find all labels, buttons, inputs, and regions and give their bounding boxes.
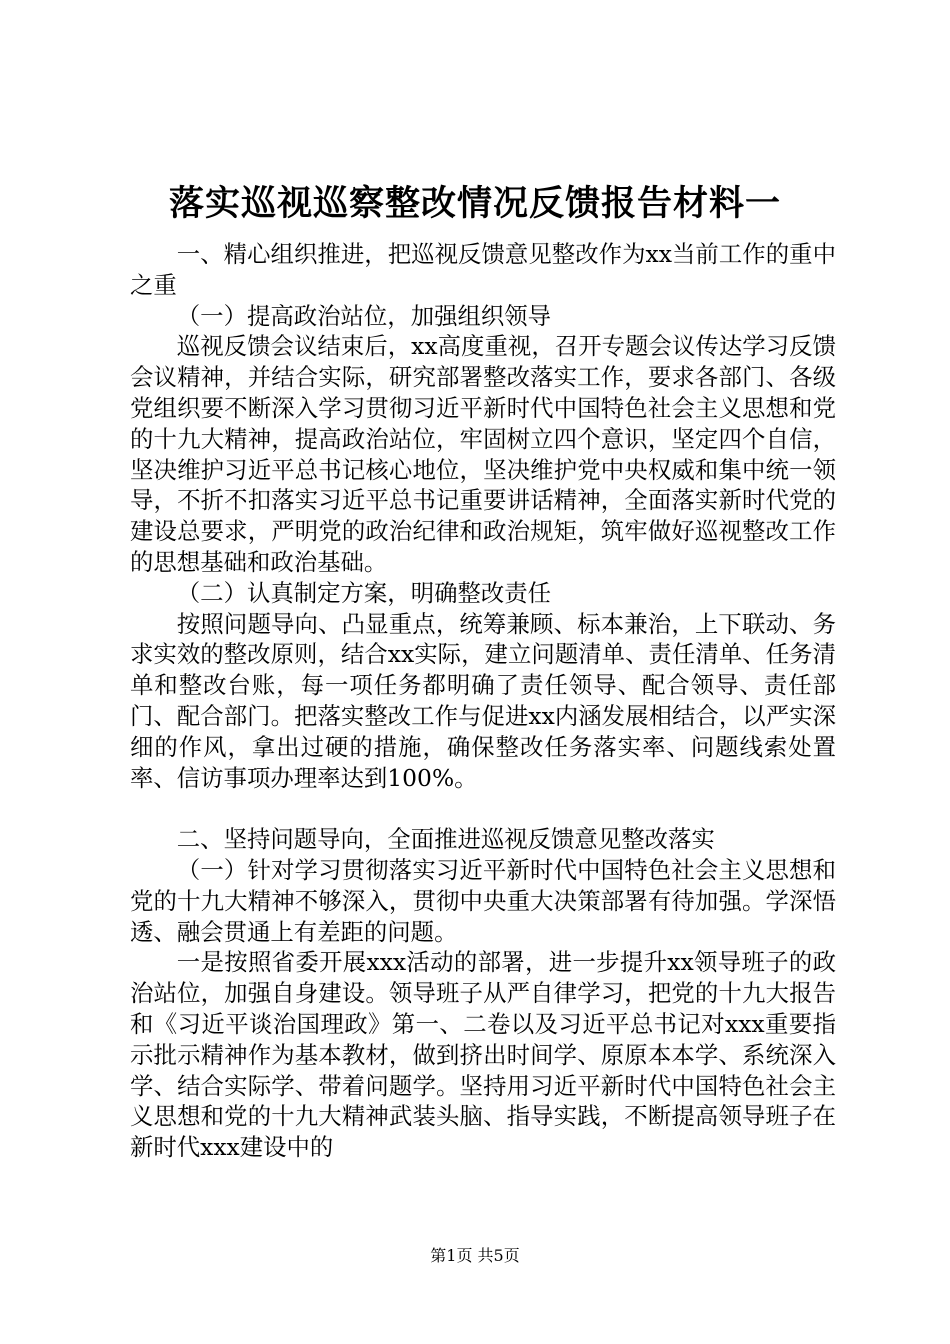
body-paragraph: 一是按照省委开展xxx活动的部署，进一步提升xx领导班子的政治站位，加强自身建设。领导班子从严自律学习，把党的十九大报告和《习近平谈治国理政》第一、二卷以及习近平总书记对xxx重要指示批示精神作为基本教材，做到挤出时间学、原原本本学、系统深入学、结合实际学、带着问题学。坚持用习近平新时代中国特色社会主义思想和党的十九大精神武装头脑、指导实践，不断提高领导班子在新时代xxx建设中的 (130, 948, 836, 1162)
section-heading-2: 二、坚持问题导向，全面推进巡视反馈意见整改落实 (176, 825, 715, 854)
subsection-heading-1-2: （二）认真制定方案，明确整改责任 (176, 578, 552, 607)
document-title: 落实巡视巡察整改情况反馈报告材料一 (168, 183, 781, 224)
body-paragraph: 按照问题导向、凸显重点，统筹兼顾、标本兼治，上下联动、务求实效的整改原则，结合xx实际，建立问题清单、责任清单、任务清单和整改台账，每一项任务都明确了责任领导、配合领导、责任部门、配合部门。把落实整改工作与促进xx内涵发展相结合，以严实深细的作风，拿出过硬的措施，确保整改任务落实率、问题线索处置率、信访事项办理率达到100%。 (130, 609, 836, 792)
body-paragraph: 巡视反馈会议结束后，xx高度重视，召开专题会议传达学习反馈会议精神，并结合实际，研究部署整改落实工作，要求各部门、各级党组织要不断深入学习贯彻习近平新时代中国特色社会主义思想和党的十九大精神，提高政治站位，牢固树立四个意识，坚定四个自信，坚决维护习近平总书记核心地位，坚决维护党中央权威和集中统一领导，不折不扣落实习近平总书记重要讲话精神，全面落实新时代党的建设总要求，严明党的政治纪律和政治规矩，筑牢做好巡视整改工作的思想基础和政治基础。 (130, 332, 836, 576)
page-number-footer: 第1页 共5页 (430, 1246, 520, 1265)
blank-line (130, 793, 836, 824)
subsection-heading-2-1: （一）针对学习贯彻落实习近平新时代中国特色社会主义思想和党的十九大精神不够深入，贯彻中央重大决策部署有待加强。学深悟透、融会贯通上有差距的问题。 (130, 855, 836, 946)
subsection-heading-1-1: （一）提高政治站位，加强组织领导 (176, 301, 552, 330)
document-body (130, 239, 836, 1163)
section-heading-1: 一、精心组织推进，把巡视反馈意见整改作为xx当前工作的重中之重 (130, 240, 836, 299)
